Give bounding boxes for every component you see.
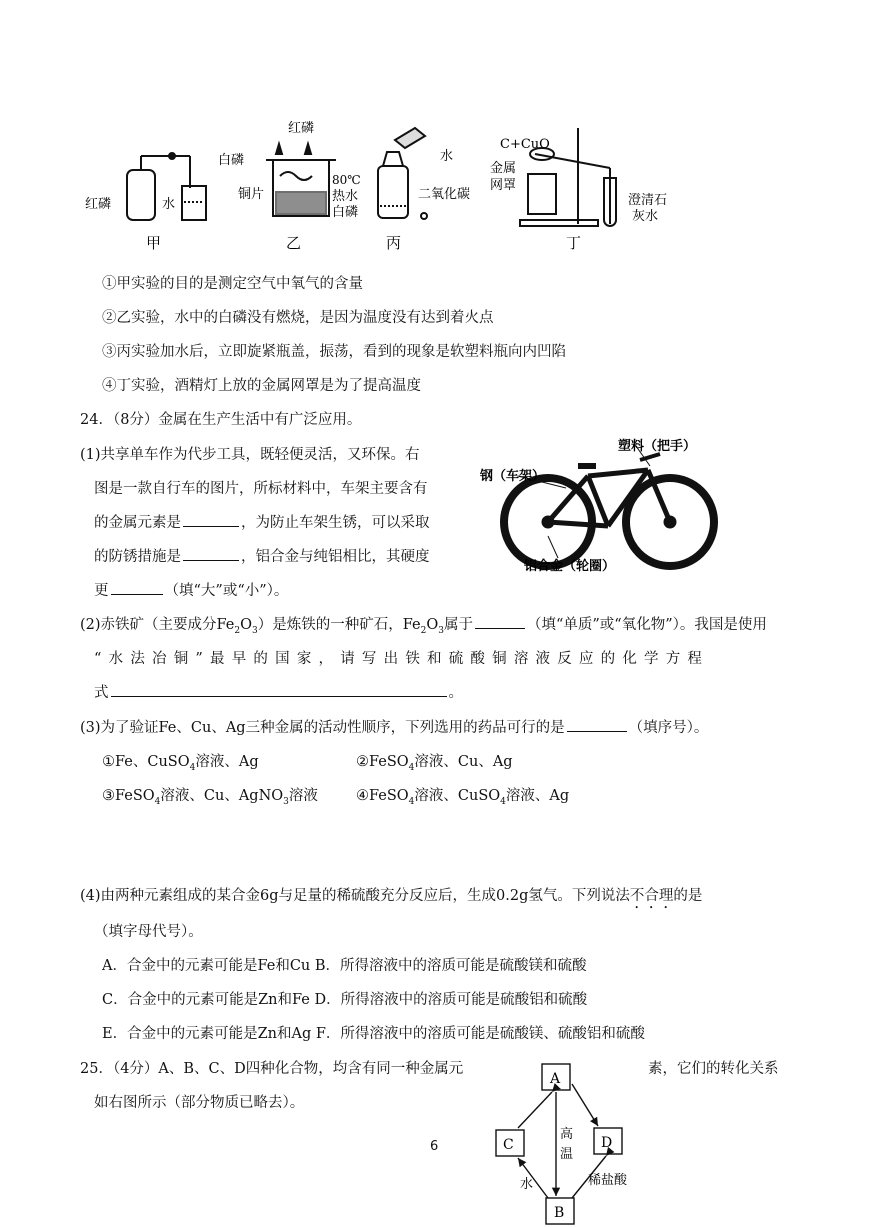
q24-p4-line2: （填字母代号）。	[94, 924, 203, 940]
yi-label-temp: 80℃	[332, 173, 361, 187]
q24-p3-line1: (3)为了验证Fe、Cu、Ag三种金属的活动性顺序，下列选用的药品可行的是 （填序号）。	[80, 716, 708, 737]
q24-p3-option-3: ③FeSO$_4$溶液、Cu、AgNO$_3$溶液	[102, 788, 318, 807]
q24-p2-line1: (2)赤铁矿（主要成分$Fe_2O_3$）是炼铁的一种矿石，$Fe_2O_3$属于 （填“单质”或“氧化物”）。我国是使用	[80, 613, 767, 636]
ding-label-chengqing: 澄清石	[628, 193, 668, 208]
q24-p1-line3: 的金属元素是 ，为防止车架生锈，可以采取	[94, 511, 430, 532]
q23-option-3: ③丙实验加水后，立即旋紧瓶盖，振荡，看到的现象是软塑料瓶向内凹陷	[102, 344, 566, 360]
diagram-label-wen: 温	[560, 1147, 574, 1162]
q23-option-1: ①甲实验的目的是测定空气中氧气的含量	[102, 276, 363, 292]
yi-label-bai-lin: 白磷	[218, 153, 245, 168]
page-number: 6	[430, 1139, 439, 1154]
q24-p3-option-1: ①Fe、CuSO$_4$溶液、Ag	[102, 754, 259, 773]
yi-label-hong-lin: 红磷	[288, 121, 315, 136]
q24-p1-line5: 更 （填“大”或“小”）。	[94, 579, 288, 600]
jia-label-shui: 水	[162, 197, 176, 212]
diagram-node-b: B	[554, 1205, 565, 1221]
q24-title: 24．（8分）金属在生产生活中有广泛应用。	[80, 412, 362, 428]
blank-substance-class[interactable]	[475, 614, 525, 629]
q25-line1-left: 25．（4分）A、B、C、D四种化合物，均含有同一种金属元	[80, 1061, 464, 1077]
q24-p1-line4: 的防锈措施是 ，铝合金与纯铝相比，其硬度	[94, 545, 430, 566]
blank-reagents[interactable]	[567, 717, 627, 732]
jia-label-hong-lin: 红磷	[85, 197, 112, 212]
q24-p4-option-cd: C．合金中的元素可能是Zn和Fe D．所得溶液中的溶质可能是硫酸铝和硫酸	[102, 992, 588, 1008]
diagram-node-d: D	[601, 1135, 613, 1151]
figure-bing	[378, 128, 427, 219]
q23-option-2: ②乙实验，水中的白磷没有燃烧，是因为温度没有达到着火点	[102, 310, 494, 326]
q24-p4-line1: (4)由两种元素组成的某合金6g与足量的稀硫酸充分反应后，生成0.2g氢气。下列说法不合理的是	[80, 888, 703, 904]
diagram-label-gao: 高	[560, 1127, 574, 1142]
experiment-figure	[80, 118, 720, 258]
diagram-node-c: C	[503, 1137, 514, 1153]
conversion-diagram	[490, 1060, 650, 1228]
q24-p3-option-2: ②FeSO$_4$溶液、Cu、Ag	[356, 754, 513, 773]
ding-label-wangzhao: 网罩	[490, 178, 517, 193]
q24-p1-line1: (1)共享单车作为代步工具，既轻便灵活，又环保。右	[80, 447, 420, 463]
bike-label-plastic: 塑料（把手）	[618, 439, 697, 454]
diagram-label-shui: 水	[520, 1177, 534, 1192]
bing-label-shui: 水	[440, 149, 454, 164]
q24-p1-line2: 图是一款自行车的图片，所标材料中，车架主要含有	[94, 481, 428, 497]
diagram-label-xiyansuan: 稀盐酸	[588, 1173, 628, 1188]
q23-option-4: ④丁实验，酒精灯上放的金属网罩是为了提高温度	[102, 378, 421, 394]
ding-label-c-cuo: C+CuO	[500, 137, 550, 152]
yi-caption: 乙	[286, 234, 302, 252]
q24-p2-line3: 式 。	[94, 681, 463, 702]
q24-p3-option-4: ④FeSO$_4$溶液、CuSO$_4$溶液、Ag	[356, 788, 570, 807]
bike-label-alloy: 铝合金（轮圈）	[524, 559, 616, 574]
blank-rust-prevention[interactable]	[183, 546, 239, 561]
q24-p4-option-ef: E．合金中的元素可能是Zn和Ag F．所得溶液中的溶质可能是硫酸镁、硫酸铝和硫酸	[102, 1026, 645, 1042]
bicycle-figure	[478, 436, 738, 576]
bing-caption: 丙	[386, 234, 402, 252]
yi-label-re-shui: 热水	[332, 189, 359, 204]
q25-line2: 如右图所示（部分物质已略去）。	[94, 1095, 305, 1111]
q24-p4-option-ab: A．合金中的元素可能是Fe和Cu B．所得溶液中的溶质可能是硫酸镁和硫酸	[102, 958, 587, 974]
q25-line1-right: 素，它们的转化关系	[648, 1061, 779, 1077]
blank-equation[interactable]	[111, 682, 447, 697]
emphasis-not-reasonable: 不合理	[629, 888, 674, 904]
diagram-node-a: A	[550, 1071, 561, 1087]
jia-caption: 甲	[146, 234, 162, 252]
ding-label-huishui: 灰水	[632, 209, 659, 224]
ding-label-jinshu: 金属	[490, 161, 517, 176]
bing-label-co2: 二氧化碳	[418, 187, 471, 202]
ding-caption: 丁	[566, 234, 582, 252]
bike-label-steel: 钢（车架）	[480, 469, 546, 484]
yi-label-bai-lin-2: 白磷	[332, 205, 359, 220]
figure-yi	[266, 144, 336, 216]
yi-label-tong-pian: 铜片	[238, 187, 265, 202]
q24-p2-line2: “水法冶铜”最早的国家，请写出铁和硫酸铜溶液反应的化学方程	[94, 651, 710, 667]
blank-frame-element[interactable]	[183, 512, 239, 527]
blank-hardness[interactable]	[111, 580, 163, 595]
